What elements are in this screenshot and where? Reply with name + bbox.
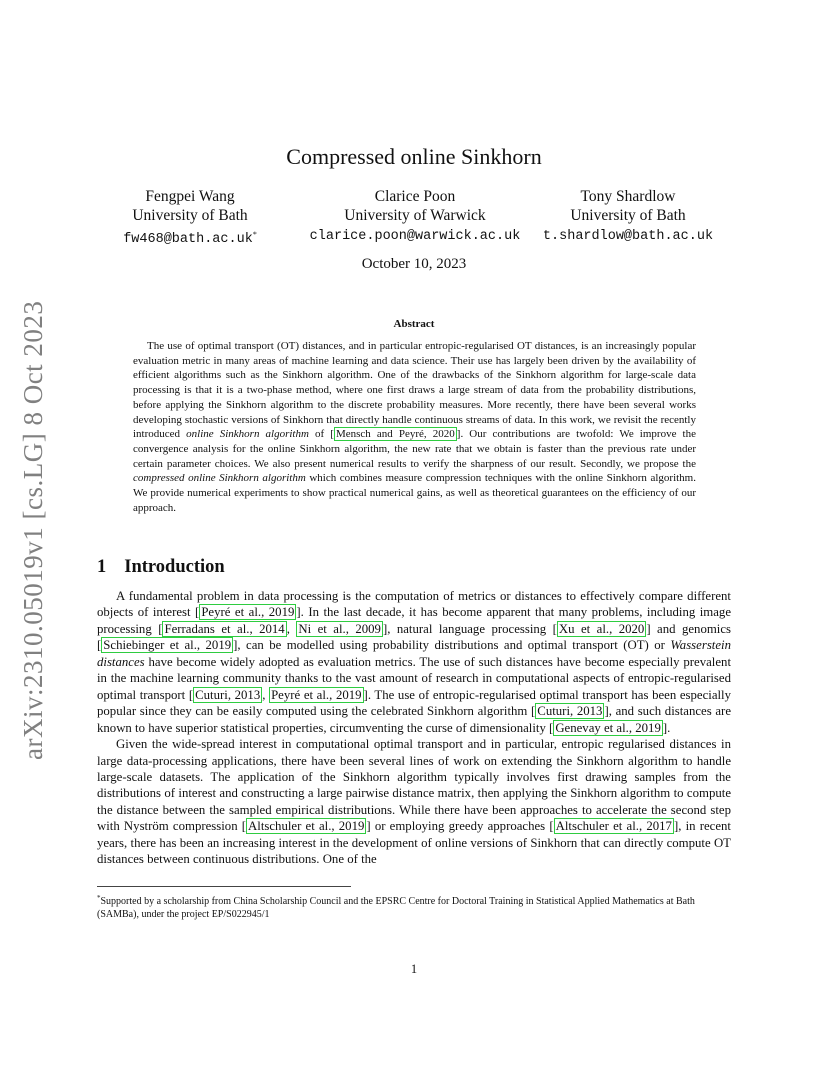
page-number: 1 [410,962,418,976]
body-text [97,588,731,868]
author-1 [95,187,285,249]
citation-link[interactable]: Cuturi, 2013 [195,687,261,702]
citation-link[interactable]: Mensch and Peyré, 2020 [335,428,455,441]
section-number: 1 [97,557,107,577]
paragraph: Given the wide-spread interest in computational optimal transport and in particular, entropic regularised distances in large data-processing applications, there have been several lines of work on extending the Sinkhorn algorithm to handle large-scale datasets. The application of the Sinkhorn algorithm typically involves first drawing samples from the distributions of interest and constructing a large pairwise distance matrix, then applying the Sinkhorn algorithm to compute the distance between the sampled empirical distributions. While there have been approaches to accelerate the second step with Nyström compression [ Altschuler et al., 2019 ] or employing greedy approaches [ Altschuler et al., 2017 ], in recent years, there has been an increasing interest in the development of online versions of Sinkhorn that can directly compute OT distances between continuous distributions. One of the [97,737,731,867]
paper-title: Compressed online Sinkhorn [286,144,542,169]
author-affiliation: University of Bath [570,207,686,224]
citation-link[interactable]: Ferradans et al., 2014 [164,621,285,636]
footnote-text: Supported by a scholarship from China Scholarship Council and the EPSRC Centre for Doctoral Training in Statistical Applied Mathematics at Bath (SAMBa), under the project EP/S022945/1 [97,896,695,921]
paper-date: October 10, 2023 [361,256,467,272]
author-name: Fengpei Wang [145,188,235,205]
footnote [97,892,731,922]
citation-link[interactable]: Xu et al., 2020 [558,621,645,636]
author-affiliation: University of Warwick [344,207,486,224]
citation-link[interactable]: Peyré et al., 2019 [271,687,362,702]
citation-link[interactable]: Altschuler et al., 2019 [248,819,365,834]
footnote-divider [97,886,351,887]
section-title: Introduction [124,557,225,577]
author-3 [528,187,728,246]
author-email[interactable]: fw468@bath.ac.uk [123,232,253,247]
author-affiliation: University of Bath [132,207,248,224]
abstract-heading: Abstract [393,318,435,330]
author-name: Tony Shardlow [580,188,676,205]
abstract-text: The use of optimal transport (OT) distances, and in particular entropic-regularised OT distances, is an increasingly popular evaluation metric in many areas of machine learning and data science. Their use has largely been driven by the availability of efficient algorithms such as the Sinkhorn algorithm. One of the drawbacks of the Sinkhorn algorithm for large-scale data processing is that it is a two-phase method, where one first draws a large stream of data from the probability distributions, before applying the Sinkhorn algorithm to the discrete probability measures. More recently, there have been several works developing stochastic versions of Sinkhorn that directly handle continuous streams of data. In this work, we revisit the recently introduced online Sinkhorn algorithm of [ Mensch and Peyré, 2020 ]. Our contributions are twofold: We improve the convergence analysis for the online Sinkhorn algorithm, the new rate that we obtain is faster than the previous rate under certain parameter choices. We also present numerical results to verify the sharpness of our result. Secondly, we propose the compressed online Sinkhorn algorithm which combines measure compression techniques with the online Sinkhorn algorithm. We provide numerical experiments to show practical numerical gains, as well as theoretical guarantees on the efficiency of our approach. [133,340,696,514]
citation-link[interactable]: Genevay et al., 2019 [555,720,661,735]
citation-link[interactable]: Cuturi, 2013 [537,704,603,719]
author-email[interactable]: clarice.poon@warwick.ac.uk [309,229,521,244]
paragraph: A fundamental problem in data processing is the computation of metrics or distances to effectively compare different objects of interest [ Peyré et al., 2019 ]. In the last decade, it has become apparent that many problems, including image processing [ Ferradans et al., 2014 , Ni et al., 2009 ], natural language processing [ Xu et al., 2020 ] and genomics [ Schiebinger et al., 2019 ], can be modelled using probability distributions and optimal transport (OT) or Wasserstein distances have become widely adopted as evaluation metrics. The use of such distances have become especially prevalent in the machine learning community thanks to the vast amount of research in computational aspects of entropic-regularised optimal transport [ Cuturi, 2013 , Peyré et al., 2019 ]. The use of entropic-regularised optimal transport has been especially popular since they can be easily computed using the celebrated Sinkhorn algorithm [ Cuturi, 2013 ], and such distances are known to have superior statistical properties, circumventing the curse of dimensionality [ Genevay et al., 2019 ]. [97,589,732,735]
citation-link[interactable]: Schiebinger et al., 2019 [103,638,232,653]
citation-link[interactable]: Peyré et al., 2019 [201,605,295,620]
author-email[interactable]: t.shardlow@bath.ac.uk [542,229,714,244]
citation-link[interactable]: Ni et al., 2009 [298,621,381,636]
author-name: Clarice Poon [374,188,456,205]
citation-link[interactable]: Altschuler et al., 2017 [555,819,672,834]
author-2 [280,187,550,246]
footnote-mark[interactable]: * [252,230,257,239]
arxiv-identifier-stamp: arXiv:2310.05019v1 [cs.LG] 8 Oct 2023 [18,300,48,760]
section-heading [97,557,225,578]
footnote-mark: * [97,894,101,902]
